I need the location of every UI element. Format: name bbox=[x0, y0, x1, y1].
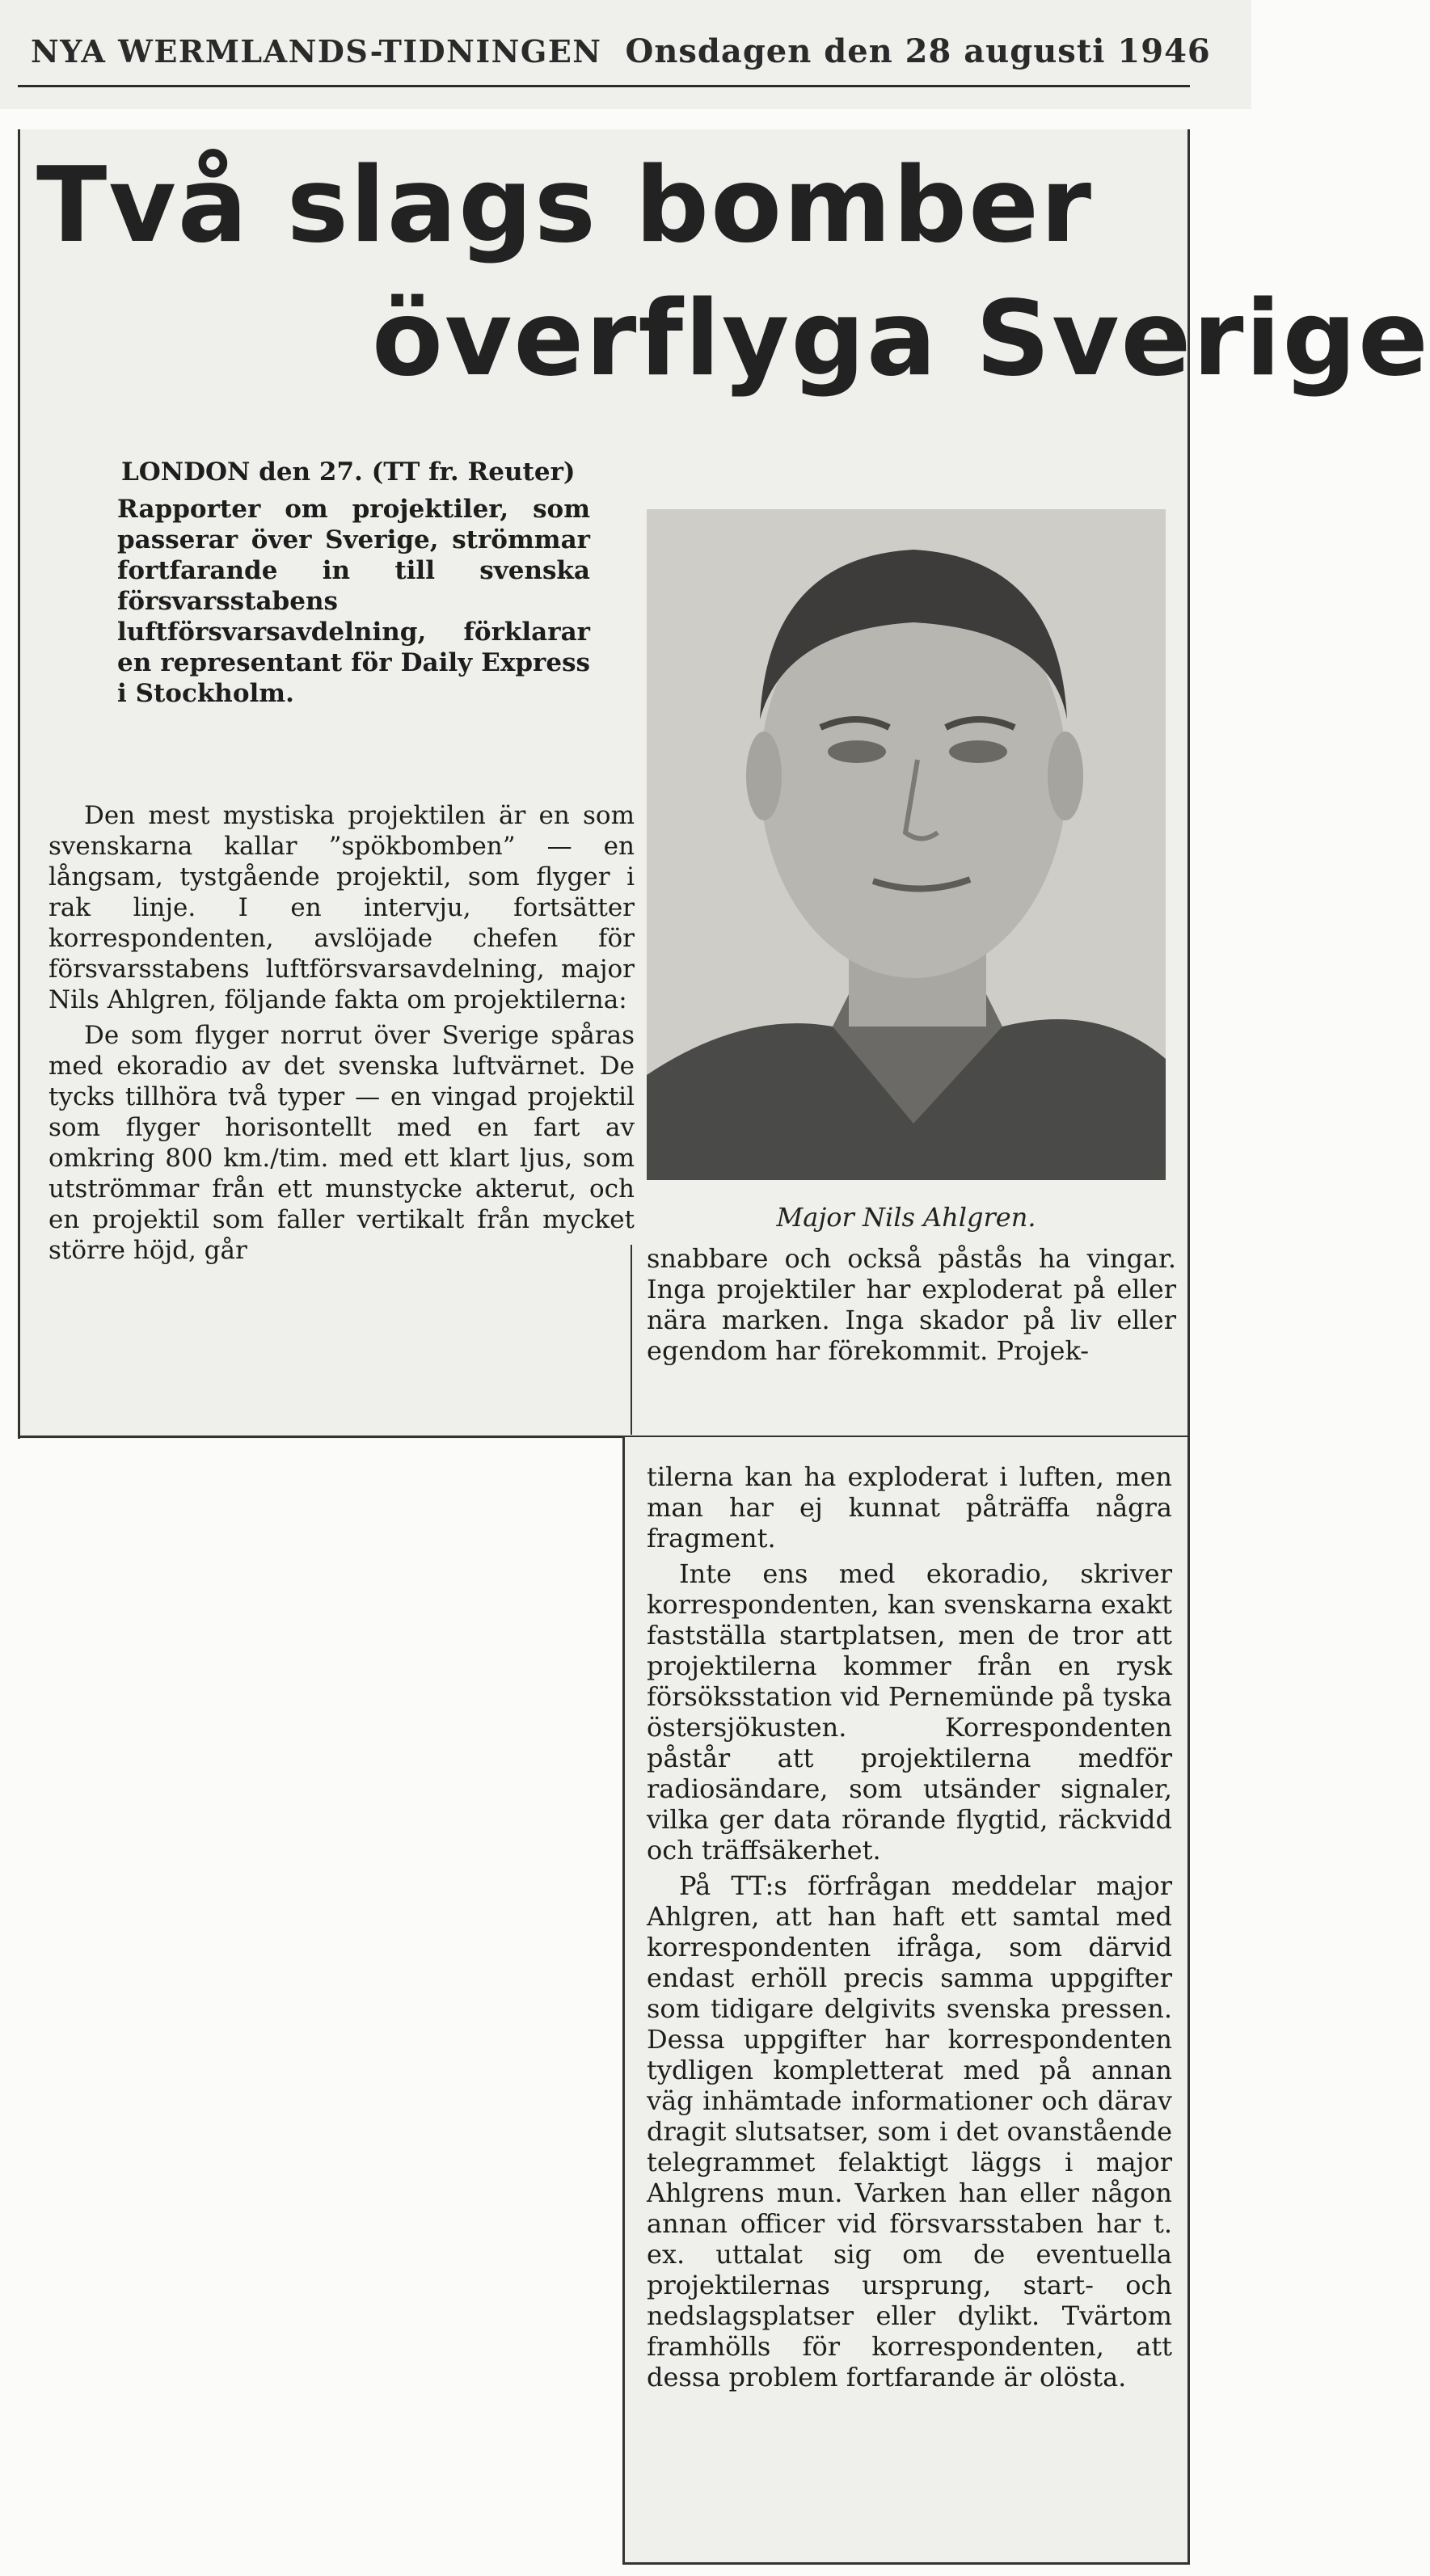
body-paragraph-1: Den mest mystiska projektilen är en som svenskarna kallar ”spökbomben” — en långsam, tystgående projektil, som flyger i rak linje. I en intervju, fortsätter korrespondenten, avslöjade chefen för försvarsstabens luftförsvarsavdelning, major Nils Ahlgren, följande fakta om projektilerna: bbox=[49, 801, 635, 1014]
headline-line-1: Två slags bomber bbox=[36, 145, 1093, 266]
portrait-photo bbox=[647, 509, 1166, 1180]
body-paragraph-2-continued: snabbare och också påstås ha vingar. Inga projektiler har exploderat på eller nära marken. Inga skador på liv eller egendom har förekommit. Projek- bbox=[647, 1243, 1176, 1366]
newspaper-name: NYA WERMLANDS-TIDNINGEN bbox=[31, 33, 602, 70]
portrait-illustration bbox=[647, 509, 1166, 1180]
body-column-2 bbox=[647, 1461, 1172, 2397]
photo-caption: Major Nils Ahlgren. bbox=[776, 1202, 1036, 1233]
dateline: LONDON den 27. (TT fr. Reuter) bbox=[121, 457, 576, 487]
column2-paragraph-2: Inte ens med ekoradio, skriver korrespondenten, kan svenskarna exakt fastställa startplatsen, men de tror att projektilerna kommer från en rysk försöksstation vid Pernemünde på tyska östersjökusten. Korrespondenten påstår att projektilerna medför radiosändare, som utsänder signaler, vilka ger data rörande flygtid, räckvidd och träffsäkerhet. bbox=[647, 1558, 1172, 1866]
body-column-1 bbox=[49, 800, 635, 1271]
masthead bbox=[31, 32, 1211, 81]
body-paragraph-2: De som flyger norrut över Sverige spåras med ekoradio av det svenska luftvärnet. De tycks tillhöra två typer — en vingad projektil som flyger horisontellt med en fart av omkring 800 km./tim. med ett klart ljus, som utströmmar från ett munstycke akterut, och en projektil som faller vertikalt från mycket större höjd, går bbox=[49, 1021, 635, 1265]
lead-paragraph bbox=[49, 457, 590, 714]
headline-line-2: överflyga Sverige bbox=[372, 279, 1430, 399]
lead-intro: Rapporter om projektiler, som passerar över Sverige, strömmar fortfarande in till svenska försvarsstabens luftförsvarsavdelning, förklarar en representant för Daily Express i Stockholm. bbox=[117, 495, 590, 708]
column-divider bbox=[631, 1245, 632, 1435]
masthead-rule bbox=[18, 85, 1190, 87]
body-continuation bbox=[647, 1243, 1176, 1371]
issue-date: Onsdagen den 28 augusti 1946 bbox=[625, 32, 1211, 70]
column2-paragraph-1: tilerna kan ha exploderat i luften, men man har ej kunnat påträffa några fragment. bbox=[647, 1461, 1172, 1554]
column2-paragraph-3: På TT:s förfrågan meddelar major Ahlgren, att han haft ett samtal med korrespondenten ifråga, som därvid endast erhöll precis samma uppgifter som tidigare delgivits svenska pressen. Dessa uppgifter har korrespondenten tydligen kompletterat med på annan väg inhämtade informationer och därav dragit slutsatser, som i det ovanstående telegrammet felaktigt läggs i major Ahlgrens mun. Varken han eller någon annan officer vid försvarsstaben har t. ex. uttalat sig om de eventuella projektilernas ursprung, start- och nedslagsplatser eller dylikt. Tvärtom framhölls för korrespondenten, att dessa problem fortfarande är olösta. bbox=[647, 1870, 1172, 2393]
